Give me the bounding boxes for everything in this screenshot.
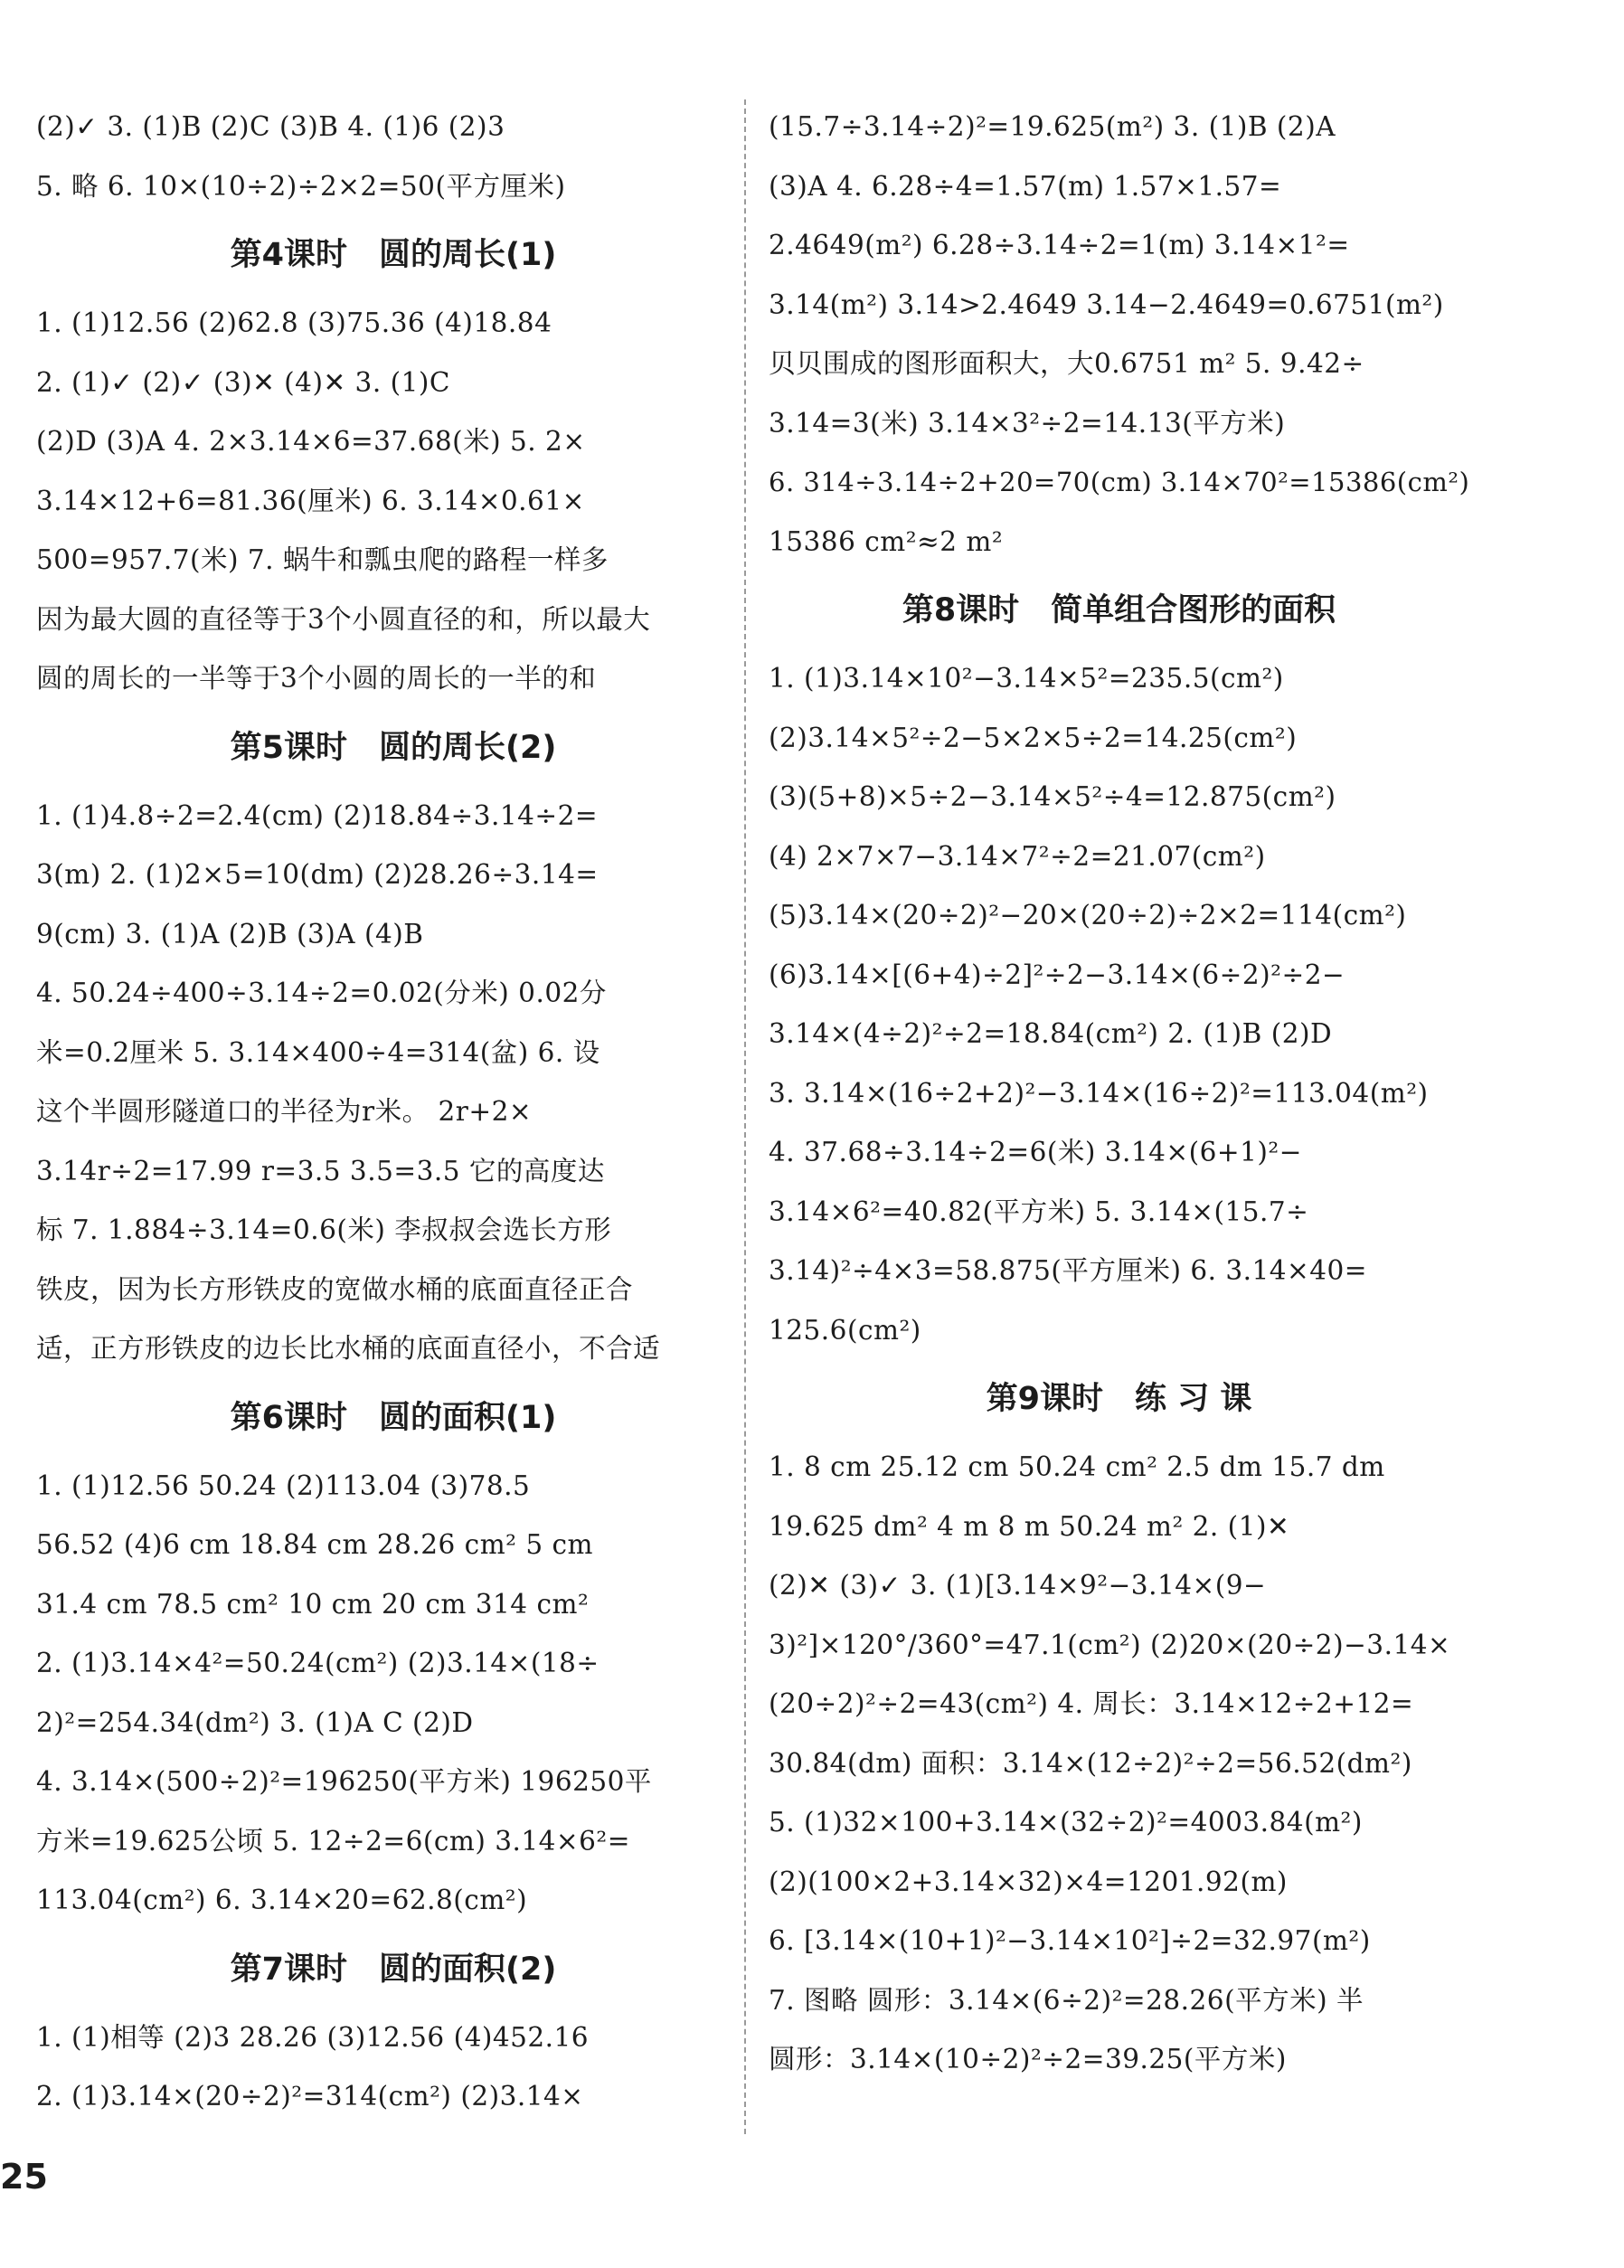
answer-line: 2. (1)✓ (2)✓ (3)✕ (4)✕ 3. (1)C xyxy=(36,366,450,398)
section-heading: 第8课时 简单组合图形的面积 xyxy=(902,592,1336,628)
answer-line: 15386 cm²≈2 m² xyxy=(769,525,1004,557)
answer-line: (20÷2)²÷2=43(cm²) 4. 周长：3.14×12÷2+12= xyxy=(769,1688,1414,1719)
answer-line: 4. 3.14×(500÷2)²=196250(平方米) 196250平 xyxy=(36,1766,652,1797)
answer-line: 2. (1)3.14×(20÷2)²=314(cm²) (2)3.14× xyxy=(36,2081,584,2112)
section-heading: 第4课时 圆的周长(1) xyxy=(230,237,557,273)
answer-line: 31.4 cm 78.5 cm² 10 cm 20 cm 314 cm² xyxy=(36,1588,590,1620)
answer-line: 方米=19.625公顷 5. 12÷2=6(cm) 3.14×6²= xyxy=(36,1825,630,1857)
answer-line: (2)D (3)A 4. 2×3.14×6=37.68(米) 5. 2× xyxy=(36,426,586,457)
answer-line: 125.6(cm²) xyxy=(769,1314,921,1346)
answer-line: 2.4649(m²) 6.28÷3.14÷2=1(m) 3.14×1²= xyxy=(769,230,1350,260)
answer-line: 7. 图略 圆形：3.14×(6÷2)²=28.26(平方米) 半 xyxy=(769,1984,1364,2016)
answer-line: 5. 略 6. 10×(10÷2)÷2×2=50(平方厘米) xyxy=(36,170,566,202)
answer-line: (3)A 4. 6.28÷4=1.57(m) 1.57×1.57= xyxy=(769,170,1282,202)
answer-line: 3.14)²÷4×3=58.875(平方厘米) 6. 3.14×40= xyxy=(769,1255,1368,1286)
answer-line: (6)3.14×[(6+4)÷2]²÷2−3.14×(6÷2)²÷2− xyxy=(769,959,1345,990)
answer-line: 1. (1)4.8÷2=2.4(cm) (2)18.84÷3.14÷2= xyxy=(36,799,599,831)
section-heading: 第9课时 练 习 课 xyxy=(986,1381,1252,1417)
answer-line: (3)(5+8)×5÷2−3.14×5²÷4=12.875(cm²) xyxy=(769,781,1336,812)
section-heading: 第6课时 圆的面积(1) xyxy=(230,1399,557,1436)
answer-line: (2)(100×2+3.14×32)×4=1201.92(m) xyxy=(769,1866,1288,1897)
answer-line: 19.625 dm² 4 m 8 m 50.24 m² 2. (1)✕ xyxy=(769,1510,1290,1542)
answer-line: 2)²=254.34(dm²) 3. (1)A C (2)D xyxy=(36,1706,474,1738)
answer-line: 1. 8 cm 25.12 cm 50.24 cm² 2.5 dm 15.7 dm xyxy=(769,1451,1385,1482)
answer-line: 这个半圆形隧道口的半径为r米。 2r+2× xyxy=(36,1096,533,1127)
page-number: 25 xyxy=(0,2157,48,2197)
left-column xyxy=(36,98,751,2127)
answer-line: 113.04(cm²) 6. 3.14×20=62.8(cm²) xyxy=(36,1885,528,1915)
section-heading: 第5课时 圆的周长(2) xyxy=(230,729,557,766)
answer-line: 3.14×12+6=81.36(厘米) 6. 3.14×0.61× xyxy=(36,485,585,516)
answer-line: 1. (1)12.56 (2)62.8 (3)75.36 (4)18.84 xyxy=(36,307,552,338)
answer-line: 3)²]×120°/360°=47.1(cm²) (2)20×(20÷2)−3.14× xyxy=(769,1629,1451,1660)
answer-line: (2)✕ (3)✓ 3. (1)[3.14×9²−3.14×(9− xyxy=(769,1570,1267,1601)
answer-line: 6. [3.14×(10+1)²−3.14×10²]÷2=32.97(m²) xyxy=(769,1925,1371,1956)
answer-line: 铁皮，因为长方形铁皮的宽做水桶的底面直径正合 xyxy=(36,1273,634,1305)
answer-line: 适，正方形铁皮的边长比水桶的底面直径小，不合适 xyxy=(36,1333,661,1364)
answer-line: 3.14×(4÷2)²÷2=18.84(cm²) 2. (1)B (2)D xyxy=(769,1018,1333,1049)
answer-line: 米=0.2厘米 5. 3.14×400÷4=314(盆) 6. 设 xyxy=(36,1036,600,1068)
answer-line: 3.14r÷2=17.99 r=3.5 3.5=3.5 它的高度达 xyxy=(36,1155,605,1186)
answer-line: 9(cm) 3. (1)A (2)B (3)A (4)B xyxy=(36,918,424,950)
answer-line: 圆形：3.14×(10÷2)²÷2=39.25(平方米) xyxy=(769,2044,1287,2074)
section-heading: 第7课时 圆的面积(2) xyxy=(230,1951,557,1988)
answer-line: 3.14(m²) 3.14>2.4649 3.14−2.4649=0.6751(m²) xyxy=(769,288,1444,320)
answer-line: (4) 2×7×7−3.14×7²÷2=21.07(cm²) xyxy=(769,840,1266,872)
answer-line: (2)✓ 3. (1)B (2)C (3)B 4. (1)6 (2)3 xyxy=(36,111,505,142)
right-column xyxy=(769,98,1469,2090)
answer-line: (2)3.14×5²÷2−5×2×5÷2=14.25(cm²) xyxy=(769,722,1298,753)
answer-line: 2. (1)3.14×4²=50.24(cm²) (2)3.14×(18÷ xyxy=(36,1648,600,1678)
answer-line: 3. 3.14×(16÷2+2)²−3.14×(16÷2)²=113.04(m²) xyxy=(769,1077,1429,1109)
answer-line: 贝贝围成的图形面积大，大0.6751 m² 5. 9.42÷ xyxy=(769,348,1364,379)
answer-line: 6. 314÷3.14÷2+20=70(cm) 3.14×70²=15386(cm²) xyxy=(769,467,1469,497)
column-divider xyxy=(744,99,746,2134)
answer-line: 1. (1)相等 (2)3 28.26 (3)12.56 (4)452.16 xyxy=(36,2021,590,2053)
answer-line: (5)3.14×(20÷2)²−20×(20÷2)÷2×2=114(cm²) xyxy=(769,900,1407,931)
answer-line: 500=957.7(米) 7. 蜗牛和瓢虫爬的路程一样多 xyxy=(36,544,609,575)
answer-line: (15.7÷3.14÷2)²=19.625(m²) 3. (1)B (2)A xyxy=(769,111,1336,142)
answer-line: 因为最大圆的直径等于3个小圆直径的和，所以最大 xyxy=(36,603,651,635)
answer-line: 3.14=3(米) 3.14×3²÷2=14.13(平方米) xyxy=(769,407,1286,439)
answer-line: 4. 37.68÷3.14÷2=6(米) 3.14×(6+1)²− xyxy=(769,1137,1302,1167)
answer-line: 圆的周长的一半等于3个小圆的周长的一半的和 xyxy=(36,663,597,694)
answer-line: 4. 50.24÷400÷3.14÷2=0.02(分米) 0.02分 xyxy=(36,978,607,1008)
answer-line: 56.52 (4)6 cm 18.84 cm 28.26 cm² 5 cm xyxy=(36,1529,594,1560)
answer-line: 1. (1)3.14×10²−3.14×5²=235.5(cm²) xyxy=(769,663,1284,694)
answer-line: 3.14×6²=40.82(平方米) 5. 3.14×(15.7÷ xyxy=(769,1195,1309,1227)
answer-line: 5. (1)32×100+3.14×(32÷2)²=4003.84(m²) xyxy=(769,1807,1363,1838)
answer-line: 标 7. 1.884÷3.14=0.6(米) 李叔叔会选长方形 xyxy=(36,1214,612,1245)
answer-line: 3(m) 2. (1)2×5=10(dm) (2)28.26÷3.14= xyxy=(36,859,599,890)
answer-line: 1. (1)12.56 50.24 (2)113.04 (3)78.5 xyxy=(36,1469,531,1501)
answer-line: 30.84(dm) 面积：3.14×(12÷2)²÷2=56.52(dm²) xyxy=(769,1747,1412,1779)
